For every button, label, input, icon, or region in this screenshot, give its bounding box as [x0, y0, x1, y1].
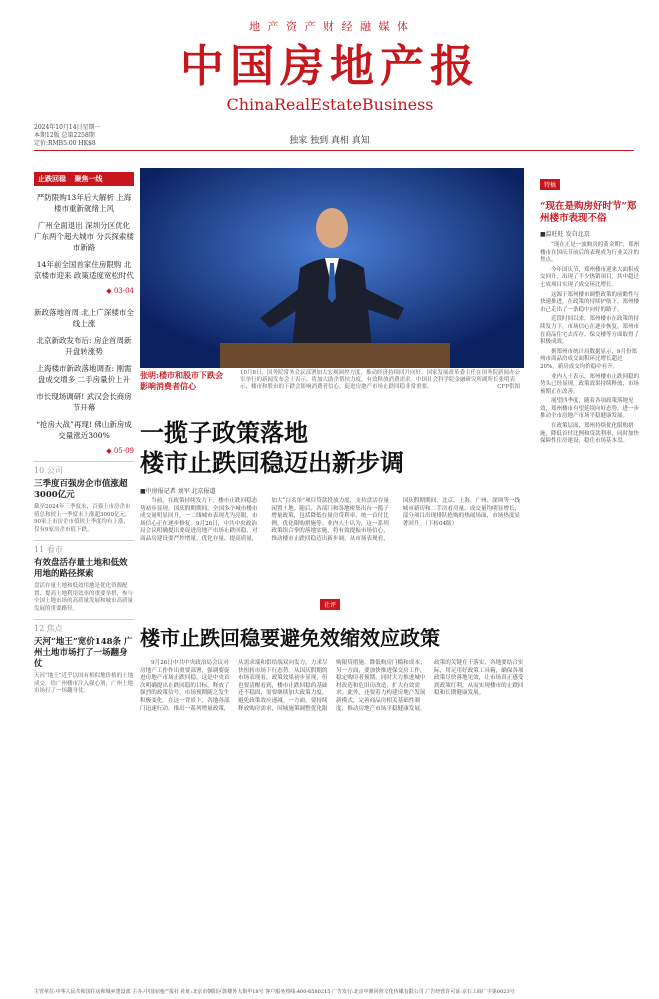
page-ref: ◆ 03-04 [106, 287, 134, 295]
issue-line: 定价:RMB5.00 HK$8 [34, 140, 96, 147]
section-num: 10 公司 [34, 461, 134, 476]
section-summary: 盘活存量土地和低效用地是优化资源配置、提高土地利用效率的重要举措，参与全国土地市场的高质量发展和城市高质量发展的重要路径。 [34, 583, 134, 612]
issue-info [34, 124, 154, 148]
lead-article [140, 486, 524, 544]
section-headline[interactable]: 有效盘活存量土地和低效用地的路径探索 [34, 558, 128, 579]
section-label: 止跌回稳 [38, 175, 66, 183]
left-link[interactable]: 上海楼市新政落地调查: 刚需盘成交增多 二手房量价上升 [36, 364, 132, 384]
left-link[interactable]: 北京新政发布后: 房企首周新开盘转涨势 [36, 336, 132, 356]
lead-body [140, 498, 524, 544]
feature-paragraph: 这源于郑州楼市调整政策的前瞻性与快速推进，在政策的持续护航下，郑州楼市已走出了一条稳中向好的路子。 [540, 291, 640, 313]
right-column [540, 172, 640, 448]
left-link[interactable]: “抢房大战”再现! 佛山新房成交量涨近300% [36, 420, 132, 440]
feature-paragraph: 在政策层面，郑州持续优化限购措施，降低首付比例和贷款利率，同时加快保障性住房建设，稳住市场基本盘。 [540, 423, 640, 445]
feature-badge: 特稿 [540, 179, 560, 190]
speaker-photo-illustration [140, 168, 524, 368]
caption-text: 10月8日，国务院常务会议部署加大宏观调控力度，推动经济持续回升向好。国家发展改革委主任在国务院新闻办公室举行的新闻发布会上表示，将加大助企帮扶力度，有效释放消费需求。中国社会科学院金融研究所副所长张明表示，楼市和股市的下跌会影响消费者信心，促进房地产市场止跌回稳非常重要。 CFP供图 [240, 370, 521, 390]
photo-caption [140, 370, 524, 392]
editorial-headline[interactable]: 楼市止跌回稳要避免效缩效应政策 [140, 626, 440, 650]
masthead-tagline: 地 产 资 产 财 经 融 媒 体 [249, 20, 410, 33]
feature-paragraph: 业内人士表示，郑州楼市止跌回稳的势头已经显现，政策效果持续释放，市场预期正在改善。 [540, 373, 640, 395]
section-headline[interactable]: 三季度百强房企市值涨超3000亿元 [34, 479, 128, 500]
masthead-rule [34, 150, 634, 151]
lead-headline-line2: 楼市止跌回稳迈出新步调 [140, 448, 404, 477]
section-summary: 天河“地王”近乎以国有相似地价格的土地成交，给广州楼市注入强心剂，广州土地市场打了一场翻身仗。 [34, 673, 134, 694]
section-num: 12 焦点 [34, 619, 134, 634]
left-link[interactable]: 严防限购13年后大解析 上海楼市重新就绪上风 [36, 193, 132, 213]
masthead-slogan: 独家 独到 真相 真知 [289, 136, 370, 146]
feature-paragraph: 展望四季度，随着各项政策落地见效，郑州楼市有望延续向好态势，进一步推动全市房地产市场平稳健康发展。 [540, 398, 640, 420]
page-ref: ◆ 05-09 [106, 447, 134, 455]
newspaper-title-en: ChinaRealEstateBusiness [226, 95, 434, 114]
photo-credit: CFP供图 [497, 384, 520, 390]
feature-paragraph: 近段时间以来，郑州楼市在政策的持续发力下，市场信心在逐步恢复，郑州市在商品住宅去库存、保交楼等方面取得了积极成效。 [540, 316, 640, 346]
section-num: 11 看市 [34, 540, 134, 555]
feature-paragraph: 据郑州市统计局数据显示，9月份郑州市商品房成交面积环比增长超过20%，新房成交均价稳中有升。 [540, 348, 638, 370]
section-label-2: 聚焦一线 [74, 175, 103, 183]
footer-info: 主管单位:中华人民共和国住房和城乡建设部 主办:中国房地产报社 社址:北京市朝阳区鼓楼外大街甲18号 客户服务热线:400-6580215 广告发行:北京中鼎同创文化传媒有限公司 广告经营许可证:京石工商广字第0023号 [34, 989, 515, 995]
section-headline[interactable]: 天河“地王”宽价148条 广州土地市场打了一场翻身仗 [34, 637, 133, 669]
left-link[interactable]: 14年前全国首家住房限购 北京楼市迎来 政策适度宽松时代 [34, 260, 134, 280]
editorial-body-text: 9月26日中共中央政治局会议对房地产工作作出重要部署，强调要促进房地产市场止跌回稳。这是中央首次明确提出止跌回稳的目标，释放了强烈的政策信号，市场预期随之发生积极变化。在这一背景下，各地各部门迅速行动，推出一系列增量政策，从需求端和供给端双向发力，力求尽快扭转市场下行态势。从国庆假期的市场表现看，政策效果初步显现，但也要清醒看到，楼市止跌回稳的基础还不稳固，需要继续加大政策力度，避免政策效应递减。一方面，要持续释放购房需求，因城施策调整优化限购限贷措施，降低购房门槛和成本；另一方面，要加快推进保交房工作，稳定购房者预期，同时大力推进城中村改造和危旧房改造，扩大有效需求。此外，还要着力构建房地产发展新模式，完善商品房相关基础性制度，推动房地产市场平稳健康发展。政策的关键在于落实，各地要结合实际，用足用好政策工具箱，确保各项政策尽快落地见效，让市场真正感受到政策红利，从而实现楼市的止跌回稳和长期健康发展。 [140, 660, 524, 712]
editorial-badge-wrap [320, 592, 340, 611]
editorial-body [140, 660, 524, 713]
issue-line: 本期12版 总第2258期 [34, 132, 95, 139]
feature-title[interactable]: “现在是购房好时节”郑州楼市表现不俗 [540, 201, 637, 224]
lead-body-text: 当前，在政策持续发力下，楼市止跌回稳态势初步显现。国庆假期期间，全国多个城市楼市成交量明显回升，一二线城市表现尤为亮眼，市场信心正在逐步修复。9月26日，中共中央政治局会议明确提出要促进房地产市场止跌回稳，对商品房建设要严控增量、优化存量、提高质量，加大“白名单”项目贷款投放力度，支持盘活存量闲置土地。随后，各部门和各地密集出台一揽子增量政策，包括降低存量房贷利率、统一首付比例、优化限购措施等。业内人士认为，这一系列政策组合拳的落地实施，将有效提振市场信心，推动楼市止跌回稳迈出新步调。从市场表现看，国庆假期期间，北京、上海、广州、深圳等一线城市新房和二手房看房量、成交量均明显增长，部分项目出现排队抢购的热闹场面，市场热度显著回升。（下转04版） [140, 498, 521, 542]
newspaper-title: 中国房地产报 [180, 41, 480, 92]
section-bar [34, 172, 134, 186]
lead-headline-line1: 一揽子政策落地 [140, 418, 308, 447]
left-link[interactable]: 新政落地首周 北上广深楼市全线上涨 [34, 308, 134, 328]
feature-paragraph: 今年国庆节，郑州楼市迎来大面积成交回升，出现了不少热销项目，其中超过七成项目实现了成交环比增长。 [540, 266, 640, 288]
feature-paragraph: “现在正是一波购房的黄金期”，郑州楼市在国庆节前后的表现成为行业关注的焦点。 [540, 242, 640, 264]
left-link[interactable]: 市长现场调研! 武汉会长商房节开幕 [36, 392, 132, 412]
lead-photo [140, 168, 524, 368]
lead-headline[interactable] [140, 418, 524, 478]
editorial-badge: 社评 [320, 599, 340, 610]
left-link[interactable]: 广州全面退出 深圳分区优化 广东两个超大城市 分兵探索楼市新路 [34, 221, 134, 252]
caption-title[interactable]: 张明:楼市和股市下跌会影响消费者信心 [140, 370, 223, 391]
section-summary: 截至2024年三季度末，百强上市房企市值总和较上一季度末上涨超3000亿元，90家上市房企市值较上季度均有上涨，仅有9家房企市值下跌。 [34, 504, 131, 533]
left-column [34, 172, 134, 696]
issue-line: 2024年10月14日星期一 [34, 124, 101, 131]
lead-byline: ■中房报记者 刘军 北京报道 [140, 488, 216, 495]
feature-author: ■温旺旺 发自北京 [540, 231, 590, 238]
editorial-article [140, 660, 524, 713]
